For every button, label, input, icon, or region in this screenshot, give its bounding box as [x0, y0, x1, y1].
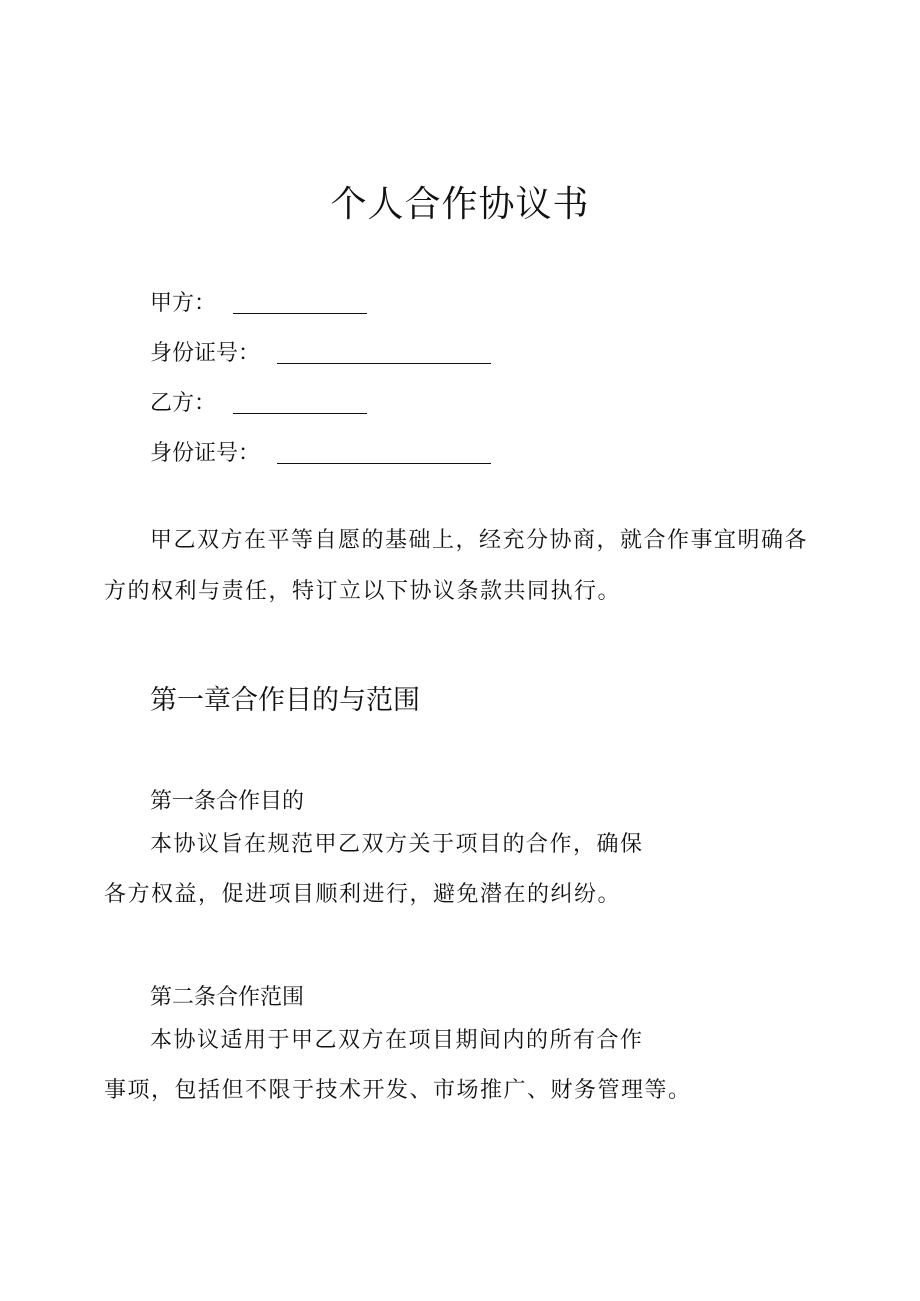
party-a-id-blank	[277, 339, 491, 364]
party-a-label: 甲方：	[150, 291, 217, 316]
article-2-title: 第二条合作范围	[150, 985, 305, 1010]
intro-line-1: 甲乙双方在平等自愿的基础上，经充分协商，就合作事宜明确各	[150, 528, 809, 553]
party-b-label: 乙方：	[150, 391, 217, 416]
party-a-field	[150, 289, 367, 319]
party-b-field	[150, 389, 367, 419]
party-b-id-field	[150, 439, 491, 469]
party-b-id-label: 身份证号：	[150, 441, 261, 466]
article-2-line-2: 事项，包括但不限于技术开发、市场推广、财务管理等。	[104, 1078, 692, 1103]
article-1-line-1: 本协议旨在规范甲乙双方关于项目的合作，确保	[150, 832, 644, 857]
party-b-id-blank	[277, 439, 491, 464]
article-2-line-1: 本协议适用于甲乙双方在项目期间内的所有合作	[150, 1028, 644, 1053]
article-1-title: 第一条合作目的	[150, 789, 305, 814]
document-title: 个人合作协议书	[330, 184, 590, 225]
party-a-blank	[233, 289, 367, 314]
party-b-blank	[233, 389, 367, 414]
chapter-title: 第一章合作目的与范围	[150, 685, 420, 716]
party-a-id-field	[150, 339, 491, 369]
intro-line-2: 方的权利与责任，特订立以下协议条款共同执行。	[104, 579, 622, 604]
article-1-line-2: 各方权益，促进项目顺利进行，避免潜在的纠纷。	[104, 882, 622, 907]
party-a-id-label: 身份证号：	[150, 341, 261, 366]
